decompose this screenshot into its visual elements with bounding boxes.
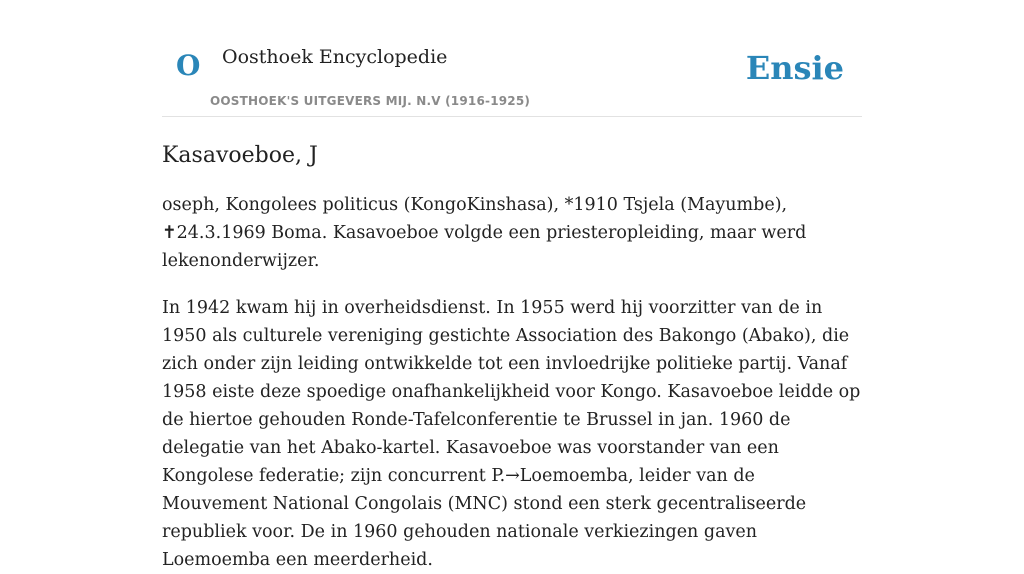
brand-logo[interactable]: Ensie	[745, 49, 844, 87]
logo-icon[interactable]: O	[176, 49, 201, 82]
source-title[interactable]: Oosthoek Encyclopedie	[222, 46, 448, 68]
site-header	[162, 0, 862, 117]
source-subtitle: OOSTHOEK'S UITGEVERS MIJ. N.V (1916-1925)	[210, 94, 531, 108]
entry-title: Kasavoeboe, J	[162, 143, 318, 168]
entry-body	[162, 191, 862, 574]
page	[162, 0, 862, 574]
entry-paragraph: oseph, Kongolees politicus (KongoKinshasa), *1910 Tsjela (Mayumbe), ✝24.3.1969 Boma. Kasavoeboe volgde een priesteropleiding, maar werd lekenonderwijzer.	[162, 195, 807, 272]
entry-paragraph: In 1942 kwam hij in overheidsdienst. In 1955 werd hij voorzitter van de in 1950 als culturele vereniging gestichte Association des Bakongo (Abako), die zich onder zijn leiding ontwikkelde tot een invloedrijke politieke partij. Vanaf 1958 eiste deze spoedige onafhankelijkheid voor Kongo. Kasavoeboe leidde op de hiertoe gehouden Ronde-Tafelconferentie te Brussel in jan. 1960 de delegatie van het Abako-kartel. Kasavoeboe was voorstander van een Kongolese federatie; zijn concurrent P.→Loemoemba, leider van de Mouvement National Congolais (MNC) stond een sterk gecentraliseerde republiek voor. De in 1960 gehouden nationale verkiezingen gaven Loemoemba een meerderheid.	[162, 298, 861, 571]
